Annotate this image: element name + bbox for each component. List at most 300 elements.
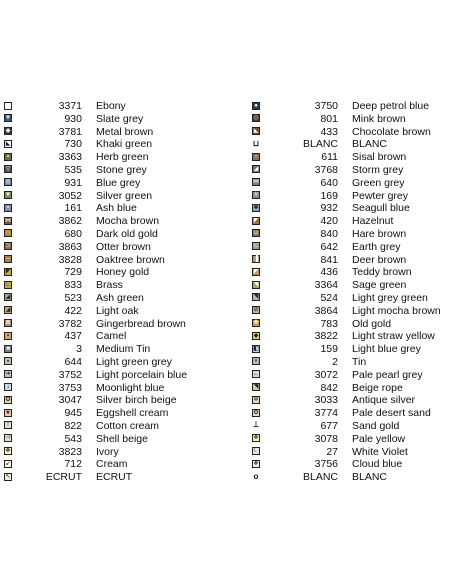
- thread-number: 422: [64, 304, 82, 317]
- thread-symbol-icon: [4, 319, 12, 327]
- symbol-glyph: ◣: [253, 128, 259, 135]
- thread-symbol-icon: [252, 306, 260, 314]
- thread-symbol-icon: [252, 319, 260, 327]
- thread-symbol-icon: [252, 178, 260, 186]
- legend-row: [252, 420, 452, 433]
- thread-symbol-icon: [252, 102, 260, 110]
- thread-symbol-icon: [252, 473, 260, 481]
- legend-row: [252, 471, 452, 484]
- thread-symbol-icon: [4, 114, 12, 122]
- legend-row: [252, 446, 452, 459]
- thread-number: 712: [64, 458, 82, 471]
- legend-row: [4, 228, 220, 241]
- thread-number: 3864: [314, 304, 338, 317]
- legend-row: [4, 202, 220, 215]
- thread-number: 930: [64, 112, 82, 125]
- symbol-glyph: ◗: [254, 358, 258, 365]
- thread-symbol-icon: [252, 396, 260, 404]
- thread-symbol-icon: [252, 255, 260, 263]
- thread-number: 3782: [58, 317, 82, 330]
- thread-color-name: Shell beige: [96, 432, 148, 445]
- thread-symbol-icon: [252, 191, 260, 199]
- thread-number: 3768: [314, 163, 338, 176]
- legend-row: [252, 126, 452, 139]
- thread-symbol-icon: [252, 114, 260, 122]
- thread-number: 3862: [58, 215, 82, 228]
- symbol-glyph: ←: [253, 371, 259, 378]
- thread-symbol-icon: [4, 447, 12, 455]
- thread-symbol-icon: [252, 268, 260, 276]
- thread-number: 932: [320, 202, 338, 215]
- thread-color-name: Light porcelain blue: [96, 368, 188, 381]
- thread-number: 523: [64, 291, 82, 304]
- symbol-glyph: ◢: [253, 166, 259, 173]
- thread-number: 730: [64, 138, 82, 151]
- thread-number: 543: [64, 432, 82, 445]
- thread-number: 842: [320, 381, 338, 394]
- thread-symbol-icon: [252, 345, 260, 353]
- legend-row: [4, 420, 220, 433]
- thread-symbol-icon: [252, 370, 260, 378]
- thread-symbol-icon: [252, 409, 260, 417]
- legend-row: [4, 446, 220, 459]
- thread-number: 642: [320, 240, 338, 253]
- thread-color-name: Silver green: [96, 189, 153, 202]
- legend-row: [252, 164, 452, 177]
- legend-row: [4, 318, 220, 331]
- thread-number: 420: [320, 215, 338, 228]
- thread-symbol-icon: [4, 178, 12, 186]
- legend-row: [252, 228, 452, 241]
- legend-row: [252, 394, 452, 407]
- thread-color-name: Light oak: [96, 304, 139, 317]
- thread-symbol-icon: [4, 102, 12, 110]
- symbol-glyph: ↙: [5, 460, 11, 467]
- thread-color-name: Chocolate brown: [352, 125, 431, 138]
- thread-number: 833: [64, 279, 82, 292]
- symbol-glyph: ▪: [6, 204, 10, 211]
- thread-color-name: Light grey green: [352, 291, 428, 304]
- thread-color-name: Slate grey: [96, 112, 144, 125]
- legend-row: [4, 266, 220, 279]
- thread-number: 3774: [314, 407, 338, 420]
- thread-number: 931: [64, 176, 82, 189]
- thread-color-name: Honey gold: [96, 266, 150, 279]
- thread-color-name: Khaki green: [96, 138, 153, 151]
- legend-row: [252, 241, 452, 254]
- thread-number: 783: [320, 317, 338, 330]
- legend-row: [4, 113, 220, 126]
- thread-color-name: Ebony: [96, 100, 126, 112]
- thread-number: 169: [320, 189, 338, 202]
- thread-color-name: Pale desert sand: [352, 407, 431, 420]
- thread-symbol-icon: [4, 434, 12, 442]
- legend-row: [4, 343, 220, 356]
- legend-row: [252, 433, 452, 446]
- thread-color-name: Eggshell cream: [96, 407, 169, 420]
- legend-row: [252, 202, 452, 215]
- legend-row: [4, 190, 220, 203]
- thread-symbol-icon: [252, 332, 260, 340]
- thread-number: 535: [64, 163, 82, 176]
- legend-row: [4, 292, 220, 305]
- legend-row: [4, 356, 220, 369]
- thread-number: 3078: [314, 432, 338, 445]
- symbol-glyph: ◒: [6, 358, 10, 365]
- thread-color-name: Tin: [352, 355, 367, 368]
- thread-color-name: Seagull blue: [352, 202, 410, 215]
- thread-symbol-icon: [252, 460, 260, 468]
- thread-color-name: Pale pearl grey: [352, 368, 423, 381]
- symbol-glyph: ◥: [253, 281, 259, 288]
- thread-color-name: Blue grey: [96, 176, 141, 189]
- thread-number: 677: [320, 419, 338, 432]
- legend-row: [4, 279, 220, 292]
- thread-number: BLANC: [302, 138, 338, 151]
- legend-row: [4, 407, 220, 420]
- symbol-glyph: ⊔: [252, 138, 260, 148]
- symbol-glyph: ⋈: [5, 217, 11, 224]
- thread-color-name: Mocha brown: [96, 215, 160, 228]
- thread-color-name: ECRUT: [96, 471, 133, 484]
- thread-number: 2: [332, 355, 338, 368]
- thread-number: ECRUT: [45, 471, 82, 484]
- legend-row: [4, 215, 220, 228]
- symbol-glyph: ⊃: [5, 243, 11, 250]
- thread-symbol-icon: [4, 370, 12, 378]
- symbol-glyph: ◥: [253, 294, 259, 301]
- thread-number: 524: [320, 291, 338, 304]
- symbol-glyph: ▼: [5, 192, 11, 199]
- thread-color-name: Beige rope: [352, 381, 403, 394]
- thread-number: 437: [64, 330, 82, 343]
- legend-row: [252, 254, 452, 267]
- thread-number: 945: [64, 407, 82, 420]
- symbol-glyph: [5, 103, 11, 109]
- thread-color-name: Sand gold: [352, 419, 400, 432]
- thread-symbol-icon: [4, 191, 12, 199]
- legend-row: [252, 305, 452, 318]
- thread-number: 3072: [314, 368, 338, 381]
- symbol-glyph: ⊘: [253, 307, 259, 314]
- symbol-glyph: ◤: [253, 217, 259, 224]
- symbol-glyph: ✱: [253, 204, 259, 211]
- legend-row: [252, 292, 452, 305]
- thread-color-name: Hare brown: [352, 227, 407, 240]
- legend-row: [4, 369, 220, 382]
- symbol-glyph: ▪: [6, 332, 10, 339]
- thread-number: 3364: [314, 279, 338, 292]
- thread-symbol-icon: [4, 383, 12, 391]
- legend-row: [252, 113, 452, 126]
- thread-symbol-icon: [252, 357, 260, 365]
- thread-color-name: Hazelnut: [352, 215, 394, 228]
- symbol-glyph: ∩: [5, 230, 11, 237]
- legend-row: [4, 471, 220, 484]
- thread-color-name: Camel: [96, 330, 127, 343]
- legend-row: [252, 382, 452, 395]
- thread-number: 3756: [314, 458, 338, 471]
- legend-row: [4, 241, 220, 254]
- legend-row: [252, 190, 452, 203]
- thread-color-name: Silver birch beige: [96, 394, 177, 407]
- thread-color-name: Cotton cream: [96, 419, 160, 432]
- symbol-glyph: ✲: [253, 396, 259, 403]
- thread-color-name: Sage green: [352, 279, 407, 292]
- legend-right-column: [252, 100, 452, 484]
- thread-number: 3371: [58, 100, 82, 112]
- thread-symbol-icon: [252, 153, 260, 161]
- symbol-glyph: ∪: [253, 230, 259, 237]
- thread-symbol-icon: [4, 332, 12, 340]
- symbol-glyph: ○: [254, 153, 258, 160]
- symbol-glyph: #: [254, 192, 258, 199]
- thread-symbol-icon: [4, 473, 12, 481]
- thread-number: 822: [64, 419, 82, 432]
- symbol-glyph: ❖: [253, 460, 259, 467]
- symbol-glyph: ✿: [253, 409, 259, 416]
- thread-symbol-icon: [4, 460, 12, 468]
- symbol-glyph: ◤: [253, 268, 259, 275]
- thread-color-name: Metal brown: [96, 125, 154, 138]
- thread-symbol-icon: [252, 383, 260, 391]
- thread-color-name: White Violet: [352, 445, 408, 458]
- thread-symbol-icon: [252, 127, 260, 135]
- thread-symbol-icon: [4, 140, 12, 148]
- thread-symbol-icon: [4, 255, 12, 263]
- thread-color-name: Earth grey: [352, 240, 401, 253]
- legend-row: [252, 266, 452, 279]
- symbol-glyph: ⊤: [5, 422, 11, 429]
- symbol-glyph: ◢: [5, 294, 11, 301]
- thread-symbol-icon: [252, 229, 260, 237]
- legend-row: [4, 433, 220, 446]
- thread-color-name: Gingerbread brown: [96, 317, 186, 330]
- thread-color-name: Brass: [96, 279, 123, 292]
- thread-number: 3033: [314, 394, 338, 407]
- symbol-glyph: o: [253, 471, 259, 481]
- symbol-glyph: ▼: [5, 115, 11, 122]
- thread-color-name: Sisal brown: [352, 151, 407, 164]
- thread-symbol-icon: [4, 281, 12, 289]
- legend-row: [4, 458, 220, 471]
- symbol-glyph: ☾: [253, 448, 259, 455]
- legend-row: [252, 356, 452, 369]
- thread-number: 3052: [58, 189, 82, 202]
- symbol-glyph: ◇: [253, 115, 259, 122]
- symbol-glyph: ◧: [253, 345, 259, 352]
- symbol-glyph: ❖: [5, 448, 11, 455]
- thread-color-name: Otter brown: [96, 240, 151, 253]
- legend-row: [4, 330, 220, 343]
- symbol-glyph: ◆: [5, 128, 11, 135]
- thread-number: 640: [320, 176, 338, 189]
- symbol-glyph: ∟: [5, 281, 11, 288]
- legend-row: [4, 382, 220, 395]
- thread-color-name: Cream: [96, 458, 128, 471]
- thread-color-name: Light green grey: [96, 355, 172, 368]
- legend-row: [252, 151, 452, 164]
- thread-color-name: Light straw yellow: [352, 330, 435, 343]
- thread-color-name: Antique silver: [352, 394, 416, 407]
- symbol-glyph: ↓: [6, 384, 10, 391]
- thread-symbol-icon: [252, 434, 260, 442]
- thread-symbol-icon: [4, 293, 12, 301]
- symbol-glyph: ◥: [253, 384, 259, 391]
- thread-symbol-icon: [4, 165, 12, 173]
- thread-number: 3823: [58, 445, 82, 458]
- thread-symbol-icon: [252, 281, 260, 289]
- thread-color-name: Green grey: [352, 176, 405, 189]
- symbol-glyph: ◢: [5, 307, 11, 314]
- legend-row: [252, 343, 452, 356]
- thread-symbol-icon: [4, 229, 12, 237]
- legend-row: [252, 318, 452, 331]
- thread-number: 159: [320, 343, 338, 356]
- thread-color-name: Light blue grey: [352, 343, 421, 356]
- thread-number: 841: [320, 253, 338, 266]
- thread-symbol-icon: [252, 242, 260, 250]
- thread-number: 436: [320, 266, 338, 279]
- thread-number: 3047: [58, 394, 82, 407]
- thread-color-name: Pale yellow: [352, 432, 406, 445]
- thread-number: 3781: [58, 125, 82, 138]
- thread-symbol-icon: [4, 396, 12, 404]
- symbol-glyph: ●: [254, 102, 258, 109]
- legend-row: [4, 305, 220, 318]
- legend-row: [4, 138, 220, 151]
- thread-symbol-icon: [4, 242, 12, 250]
- thread-color-name: Deep petrol blue: [352, 100, 430, 112]
- thread-symbol-icon: [4, 306, 12, 314]
- symbol-glyph: ◣: [5, 140, 11, 147]
- thread-color-name: Stone grey: [96, 163, 147, 176]
- symbol-glyph: ➔: [5, 371, 11, 378]
- legend-row: [4, 394, 220, 407]
- symbol-glyph: ▐: [253, 256, 259, 263]
- thread-symbol-icon: [4, 127, 12, 135]
- thread-number: 611: [321, 151, 338, 164]
- symbol-glyph: ⊠: [5, 320, 11, 327]
- thread-number: 3828: [58, 253, 82, 266]
- thread-symbol-icon: [4, 357, 12, 365]
- symbol-glyph: ★: [5, 409, 11, 416]
- thread-symbol-icon: [252, 140, 260, 148]
- thread-number: 3: [76, 343, 82, 356]
- symbol-glyph: ▽: [5, 166, 11, 173]
- symbol-glyph: ✪: [5, 396, 11, 403]
- thread-color-name: Ash green: [96, 291, 144, 304]
- legend-row: [252, 279, 452, 292]
- thread-color-name: Herb green: [96, 151, 149, 164]
- legend-row: [252, 407, 452, 420]
- legend-row: [252, 138, 452, 151]
- thread-number: 3363: [58, 151, 82, 164]
- thread-symbol-icon: [252, 165, 260, 173]
- symbol-glyph: ◆: [253, 332, 259, 339]
- thread-number: BLANC: [302, 471, 338, 484]
- thread-number: 729: [64, 266, 82, 279]
- thread-color-name: Medium Tin: [96, 343, 151, 356]
- thread-color-name: Ivory: [96, 445, 119, 458]
- thread-number: 840: [320, 227, 338, 240]
- thread-number: 801: [320, 112, 338, 125]
- thread-number: 3752: [58, 368, 82, 381]
- symbol-glyph: ⊣: [5, 435, 11, 442]
- legend-row: [252, 330, 452, 343]
- thread-symbol-icon: [4, 345, 12, 353]
- thread-number: 3863: [58, 240, 82, 253]
- legend-row: [4, 126, 220, 139]
- legend-row: [252, 100, 452, 113]
- legend-row: [252, 458, 452, 471]
- thread-number: 3753: [58, 381, 82, 394]
- thread-number: 433: [320, 125, 338, 138]
- thread-number: 3750: [314, 100, 338, 112]
- thread-symbol-icon: [4, 409, 12, 417]
- thread-color-name: Light mocha brown: [352, 304, 441, 317]
- thread-color-name: Mink brown: [352, 112, 406, 125]
- legend-row: [252, 215, 452, 228]
- thread-symbol-icon: [4, 268, 12, 276]
- thread-symbol-icon: [252, 421, 260, 429]
- symbol-glyph: ↖: [5, 473, 11, 480]
- thread-color-name: Oaktree brown: [96, 253, 165, 266]
- symbol-glyph: ⋈: [253, 179, 259, 186]
- symbol-glyph: ◤: [5, 268, 11, 275]
- thread-symbol-icon: [4, 421, 12, 429]
- thread-number: 27: [326, 445, 338, 458]
- thread-color-name: Cloud blue: [352, 458, 403, 471]
- thread-number: 161: [64, 202, 82, 215]
- symbol-glyph: ■: [6, 345, 10, 352]
- symbol-glyph: ⊂: [253, 243, 259, 250]
- thread-number: 644: [64, 355, 82, 368]
- thread-color-name: Moonlight blue: [96, 381, 165, 394]
- thread-symbol-icon: [4, 204, 12, 212]
- thread-color-name: BLANC: [352, 471, 388, 484]
- thread-number: 3822: [314, 330, 338, 343]
- thread-color-name: Dark old gold: [96, 227, 158, 240]
- thread-number: 680: [64, 227, 82, 240]
- legend-row: [4, 151, 220, 164]
- thread-symbol-icon: [252, 217, 260, 225]
- legend-row: [252, 177, 452, 190]
- symbol-glyph: ▪: [6, 153, 10, 160]
- thread-color-name: Teddy brown: [352, 266, 412, 279]
- thread-symbol-icon: [252, 204, 260, 212]
- symbol-glyph: ⊥: [252, 420, 260, 430]
- legend-row: [4, 177, 220, 190]
- symbol-glyph: ❖: [253, 435, 259, 442]
- thread-color-name: Ash blue: [96, 202, 137, 215]
- thread-color-name: BLANC: [352, 138, 388, 151]
- thread-color-name: Pewter grey: [352, 189, 409, 202]
- thread-color-name: Old gold: [352, 317, 392, 330]
- legend-row: [4, 164, 220, 177]
- legend-row: [252, 369, 452, 382]
- thread-symbol-icon: [4, 217, 12, 225]
- thread-symbol-icon: [252, 293, 260, 301]
- thread-color-name: Storm grey: [352, 163, 404, 176]
- thread-symbol-icon: [4, 153, 12, 161]
- symbol-glyph: ✚: [253, 320, 259, 327]
- legend-row: [4, 100, 220, 113]
- legend-left-column: [4, 100, 220, 484]
- thread-color-name: Deer brown: [352, 253, 407, 266]
- thread-symbol-icon: [252, 447, 260, 455]
- symbol-glyph: –: [6, 256, 10, 263]
